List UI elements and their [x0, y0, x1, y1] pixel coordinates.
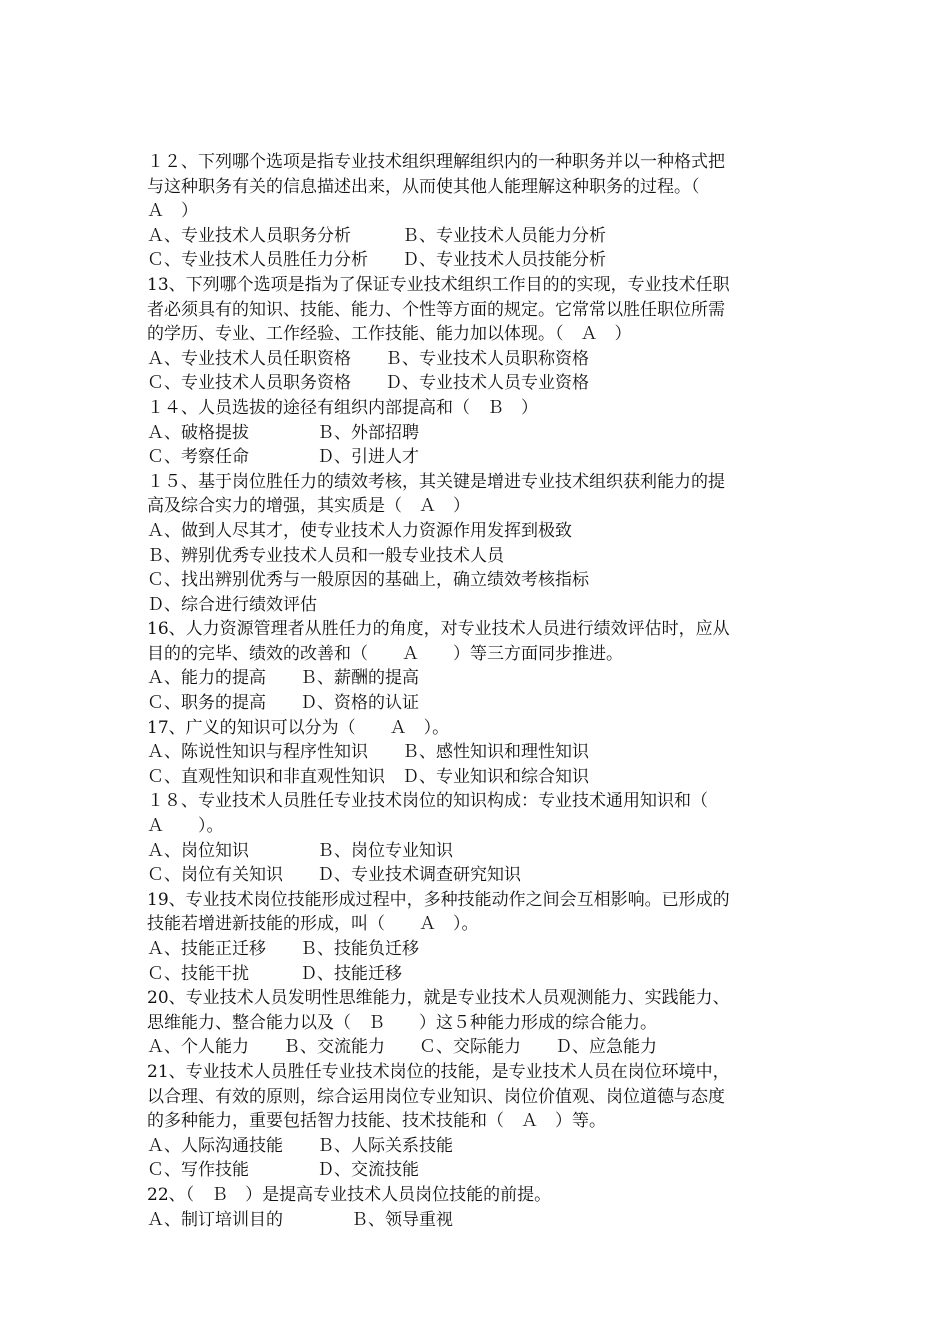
- text-line: Ｂ、辨别优秀专业技术人员和一般专业技术人员: [147, 545, 504, 566]
- text-line: 16、人力资源管理者从胜任力的角度，对专业技术人员进行绩效评估时，应从: [147, 619, 730, 640]
- text-line: Ｃ、岗位有关知识 Ｄ、专业技术调查研究知识: [147, 865, 521, 886]
- text-line: 21、专业技术人员胜任专业技术岗位的技能，是专业技术人员在岗位环境中，: [147, 1061, 730, 1082]
- text-line: 与这种职务有关的信息描述出来，从而使其他人能理解这种职务的过程。（: [147, 176, 700, 197]
- text-line: Ａ、专业技术人员任职资格 Ｂ、专业技术人员职称资格: [147, 348, 589, 369]
- text-line: １２、下列哪个选项是指专业技术组织理解组织内的一种职务并以一种格式把: [147, 152, 725, 172]
- text-line: Ａ ）: [147, 201, 198, 222]
- text-line: Ａ、破格提拔 Ｂ、外部招聘: [147, 422, 419, 443]
- text-line: Ａ、制订培训目的 Ｂ、领导重视: [147, 1209, 453, 1230]
- text-line: Ａ、个人能力 Ｂ、交流能力 Ｃ、交际能力 Ｄ、应急能力: [147, 1037, 657, 1058]
- text-line: １８、专业技术人员胜任专业技术岗位的知识构成：专业技术通用知识和（: [147, 791, 708, 812]
- text-line: Ｃ、专业技术人员胜任力分析 Ｄ、专业技术人员技能分析: [147, 250, 606, 271]
- text-line: Ｃ、写作技能 Ｄ、交流技能: [147, 1160, 419, 1181]
- text-line: Ｃ、技能干扰 Ｄ、技能迁移: [147, 963, 402, 984]
- document-body: [147, 150, 809, 1232]
- text-line: 以合理、有效的原则，综合运用岗位专业知识、岗位价值观、岗位道德与态度: [147, 1086, 725, 1107]
- text-line: Ａ ）。: [147, 816, 224, 837]
- text-line: 目的的完毕、绩效的改善和（ Ａ ）等三方面同步推进。: [147, 643, 623, 664]
- text-line: 22、（ Ｂ ）是提高专业技术人员岗位技能的前提。: [147, 1184, 552, 1205]
- text-line: 高及综合实力的增强，其实质是（ Ａ ）: [147, 496, 470, 517]
- text-line: Ｄ、综合进行绩效评估: [147, 594, 317, 615]
- text-line: Ａ、岗位知识 Ｂ、岗位专业知识: [147, 840, 453, 861]
- text-line: Ａ、能力的提高 Ｂ、薪酬的提高: [147, 668, 419, 689]
- text-line: １５、基于岗位胜任力的绩效考核，其关键是增进专业技术组织获利能力的提: [147, 471, 725, 492]
- text-line: 的多种能力，重要包括智力技能、技术技能和（ Ａ ）等。: [147, 1111, 606, 1132]
- text-line: Ｃ、找出辨别优秀与一般原因的基础上，确立绩效考核指标: [147, 570, 589, 591]
- text-line: Ｃ、职务的提高 Ｄ、资格的认证: [147, 693, 419, 714]
- text-line: 者必须具有的知识、技能、能力、个性等方面的规定。它常常以胜任职位所需: [147, 299, 725, 320]
- text-line: Ｃ、考察任命 Ｄ、引进人才: [147, 447, 419, 468]
- text-line: 17、广义的知识可以分为（ Ａ ）。: [147, 717, 450, 738]
- text-line: 19、专业技术岗位技能形成过程中，多种技能动作之间会互相影响。已形成的: [147, 889, 730, 910]
- text-line: Ａ、做到人尽其才，使专业技术人力资源作用发挥到极致: [147, 520, 572, 541]
- text-line: Ａ、人际沟通技能 Ｂ、人际关系技能: [147, 1135, 453, 1156]
- text-line: 13、下列哪个选项是指为了保证专业技术组织工作目的的实现，专业技术任职: [147, 274, 730, 295]
- text-line: 思维能力、整合能力以及（ Ｂ ）这５种能力形成的综合能力。: [147, 1012, 657, 1033]
- text-line: Ａ、专业技术人员职务分析 Ｂ、专业技术人员能力分析: [147, 225, 606, 246]
- text-line: １４、人员选拔的途径有组织内部提高和（ Ｂ ）: [147, 397, 538, 418]
- text-line: Ａ、技能正迁移 Ｂ、技能负迁移: [147, 939, 419, 959]
- text-line: 技能若增进新技能的形成，叫（ Ａ ）。: [147, 914, 479, 935]
- text-line: Ｃ、专业技术人员职务资格 Ｄ、专业技术人员专业资格: [147, 373, 589, 394]
- text-line: Ｃ、直观性知识和非直观性知识 Ｄ、专业知识和综合知识: [147, 766, 589, 787]
- text-line: Ａ、陈说性知识与程序性知识 Ｂ、感性知识和理性知识: [147, 742, 589, 763]
- text-line: 20、专业技术人员发明性思维能力，就是专业技术人员观测能力、实践能力、: [147, 988, 730, 1009]
- text-line: 的学历、专业、工作经验、工作技能、能力加以体现。（ Ａ ）: [147, 324, 632, 345]
